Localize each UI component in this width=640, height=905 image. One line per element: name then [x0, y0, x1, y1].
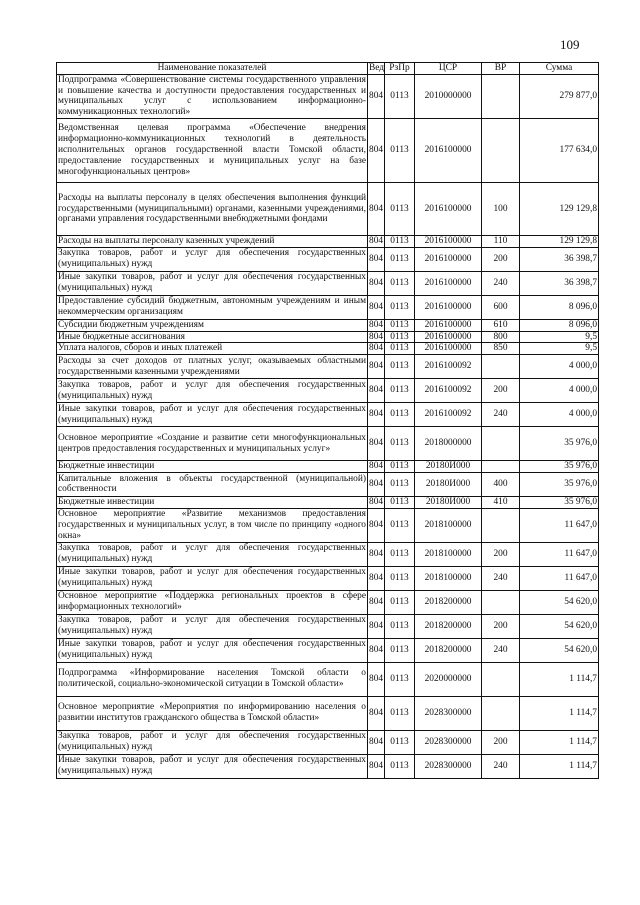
row-csr: 2018200000 — [415, 638, 482, 662]
row-sum: 4 000,0 — [520, 355, 599, 379]
row-ved: 804 — [368, 508, 385, 542]
row-vr: 100 — [482, 182, 520, 235]
row-vr — [482, 696, 520, 730]
row-ved: 804 — [368, 696, 385, 730]
row-vr: 240 — [482, 566, 520, 590]
row-rzpr: 0113 — [385, 319, 415, 331]
table-row — [57, 566, 599, 590]
row-vr: 800 — [482, 331, 520, 343]
table-row — [57, 730, 599, 754]
row-ved: 804 — [369, 235, 384, 246]
row-ved: 804 — [368, 662, 385, 696]
row-name: Предоставление субсидий бюджетным, автономным учреждениям и иным некоммерческим организациям — [58, 296, 366, 318]
row-ved: 804 — [368, 590, 385, 614]
row-csr: 2016100000 — [415, 319, 482, 331]
table-row — [57, 379, 599, 403]
row-vr — [482, 118, 520, 182]
row-name: Иные закупки товаров, работ и услуг для обеспечения государственных (муниципальных) нужд — [58, 639, 366, 661]
row-csr: 2016100000 — [415, 331, 482, 343]
row-vr: 410 — [482, 496, 520, 508]
row-sum: 8 096,0 — [520, 295, 599, 319]
row-sum: 1 114,7 — [520, 696, 599, 730]
row-vr — [482, 74, 520, 118]
row-ved: 804 — [368, 182, 385, 235]
row-ved: 804 — [368, 403, 385, 427]
row-sum: 177 634,0 — [520, 118, 599, 182]
row-sum: 9,5 — [520, 331, 599, 343]
row-name: Основное мероприятие «Создание и развитие сети многофункциональных центров предоставления государственных и муниципальных услуг» — [57, 427, 368, 461]
header-name: Наименование показателей — [57, 63, 368, 75]
row-sum: 54 620,0 — [520, 614, 599, 638]
table-row — [57, 696, 599, 730]
page-number: 109 — [560, 37, 580, 52]
row-sum: 36 398,7 — [520, 271, 599, 295]
table-row — [57, 235, 599, 247]
row-ved: 804 — [368, 355, 385, 379]
row-vr: 110 — [482, 235, 520, 247]
row-sum: 129 129,8 — [520, 182, 599, 235]
row-rzpr: 0113 — [385, 331, 415, 343]
row-sum: 279 877,0 — [520, 74, 599, 118]
row-vr: 400 — [482, 472, 520, 496]
row-csr: 2028300000 — [415, 696, 482, 730]
row-rzpr: 0113 — [385, 696, 415, 730]
row-ved: 804 — [368, 295, 385, 319]
row-rzpr: 0113 — [385, 754, 415, 778]
row-vr — [482, 662, 520, 696]
row-rzpr: 0113 — [385, 355, 415, 379]
row-name: Бюджетные инвестиции — [57, 496, 368, 508]
row-rzpr: 0113 — [385, 662, 415, 696]
table-row — [57, 343, 599, 355]
row-csr: 2016100000 — [415, 235, 482, 247]
row-csr: 2018100000 — [415, 566, 482, 590]
row-vr: 600 — [482, 295, 520, 319]
row-rzpr: 0113 — [385, 74, 415, 118]
row-name: Закупка товаров, работ и услуг для обеспечения государственных (муниципальных) нужд — [58, 248, 366, 270]
row-name: Иные закупки товаров, работ и услуг для обеспечения государственных (муниципальных) нужд — [58, 272, 366, 294]
row-csr: 2016100000 — [415, 271, 482, 295]
row-vr: 200 — [482, 542, 520, 566]
table-row — [57, 427, 599, 461]
row-rzpr: 0113 — [385, 730, 415, 754]
row-sum: 35 976,0 — [520, 427, 599, 461]
row-name: Иные бюджетные ассигнования — [57, 331, 368, 343]
row-ved: 804 — [369, 343, 384, 354]
table-row — [57, 590, 599, 614]
row-sum: 8 096,0 — [520, 319, 599, 331]
row-vr: 240 — [482, 754, 520, 778]
table-row — [57, 355, 599, 379]
table-row — [57, 542, 599, 566]
row-csr: 2016100092 — [415, 355, 482, 379]
table-row — [57, 472, 599, 496]
row-rzpr: 0113 — [385, 566, 415, 590]
row-name: Закупка товаров, работ и услуг для обеспечения государственных (муниципальных) нужд — [58, 731, 366, 753]
row-csr: 2016100092 — [415, 379, 482, 403]
table-row — [57, 271, 599, 295]
row-rzpr: 0113 — [385, 472, 415, 496]
row-vr: 200 — [482, 379, 520, 403]
row-vr: 200 — [482, 247, 520, 271]
table-row — [57, 331, 599, 343]
row-ved: 804 — [368, 542, 385, 566]
row-csr: 2018100000 — [415, 542, 482, 566]
row-sum: 36 398,7 — [520, 247, 599, 271]
row-vr — [482, 355, 520, 379]
row-sum: 54 620,0 — [520, 638, 599, 662]
row-csr: 2018000000 — [415, 427, 482, 461]
row-name: Закупка товаров, работ и услуг для обеспечения государственных (муниципальных) нужд — [58, 615, 366, 637]
header-ved: Вед — [369, 63, 385, 73]
row-ved: 804 — [368, 379, 385, 403]
row-vr: 200 — [482, 730, 520, 754]
row-name: Ведомственная целевая программа «Обеспечение внедрения информационно-коммуникационных технологий в деятельность исполнительных органов государственной власти Томской области, предоставление государственных и муниципальных услуг на базе многофункциональных центров» — [57, 118, 368, 182]
row-csr: 2028300000 — [415, 730, 482, 754]
row-vr — [482, 427, 520, 461]
row-name: Основное мероприятие «Развитие механизмов предоставления государственных и муниципальных услуг, в том числе по принципу «одного окна» — [58, 509, 366, 541]
row-csr: 20180И000 — [415, 496, 482, 508]
row-rzpr: 0113 — [385, 182, 415, 235]
row-vr: 240 — [482, 403, 520, 427]
row-rzpr: 0113 — [385, 379, 415, 403]
table-row — [57, 182, 599, 235]
table-row — [57, 638, 599, 662]
table-row — [57, 461, 599, 473]
row-ved: 804 — [368, 638, 385, 662]
row-csr: 2016100000 — [415, 343, 482, 355]
row-sum: 11 647,0 — [520, 566, 599, 590]
row-rzpr: 0113 — [385, 403, 415, 427]
row-sum: 35 976,0 — [520, 472, 599, 496]
row-name: Закупка товаров, работ и услуг для обеспечения государственных (муниципальных) нужд — [58, 379, 366, 401]
row-rzpr: 0113 — [385, 638, 415, 662]
row-csr: 2016100000 — [415, 247, 482, 271]
row-ved: 804 — [368, 566, 385, 590]
row-rzpr: 0113 — [385, 235, 415, 247]
header-sum: Сумма — [520, 63, 599, 75]
row-ved: 804 — [369, 319, 384, 330]
row-ved: 804 — [368, 427, 385, 461]
row-csr: 2016100000 — [415, 118, 482, 182]
row-rzpr: 0113 — [385, 496, 415, 508]
row-name: Бюджетные инвестиции — [57, 461, 368, 473]
row-name: Уплата налогов, сборов и иных платежей — [57, 343, 368, 355]
row-csr: 2018200000 — [415, 590, 482, 614]
row-sum: 9,5 — [520, 343, 599, 355]
row-name: Иные закупки товаров, работ и услуг для обеспечения государственных (муниципальных) нужд — [58, 755, 366, 777]
row-csr: 2018200000 — [415, 614, 482, 638]
row-name: Капитальные вложения в объекты государственной (муниципальной) собственности — [58, 473, 366, 495]
header-rzpr: РзПр — [385, 63, 415, 75]
header-csr: ЦСР — [415, 63, 482, 75]
row-name: Субсидии бюджетным учреждениям — [57, 319, 368, 331]
row-csr: 2016100092 — [415, 403, 482, 427]
row-rzpr: 0113 — [385, 271, 415, 295]
table-row — [57, 508, 599, 542]
row-vr: 200 — [482, 614, 520, 638]
table-header-row — [57, 63, 599, 75]
row-vr: 240 — [482, 271, 520, 295]
row-ved: 804 — [368, 472, 385, 496]
row-rzpr: 0113 — [385, 590, 415, 614]
row-name: Расходы на выплаты персоналу казенных учреждений — [57, 235, 368, 247]
row-name: Подпрограмма «Совершенствование системы государственного управления и повышение качества и доступности предоставления государственных и муниципальных услуг с использованием информационно-коммуникационных технологий» — [58, 74, 366, 118]
row-rzpr: 0113 — [385, 461, 415, 473]
row-ved: 804 — [369, 496, 384, 507]
row-rzpr: 0113 — [385, 614, 415, 638]
row-vr — [482, 508, 520, 542]
row-sum: 1 114,7 — [520, 754, 599, 778]
row-rzpr: 0113 — [385, 343, 415, 355]
row-name: Подпрограмма «Информирование населения Томской области о политической, социально-экономической ситуации в Томской области» — [57, 662, 368, 696]
row-csr: 2016100000 — [415, 295, 482, 319]
row-ved: 804 — [368, 74, 385, 118]
row-vr: 240 — [482, 638, 520, 662]
row-name: Закупка товаров, работ и услуг для обеспечения государственных (муниципальных) нужд — [58, 543, 366, 565]
row-vr — [482, 461, 520, 473]
row-name: Основное мероприятие «Мероприятия по информированию населения о развитии институтов гражданского общества в Томской области» — [57, 696, 368, 730]
table-row — [57, 118, 599, 182]
row-name: Иные закупки товаров, работ и услуг для обеспечения государственных (муниципальных) нужд — [58, 403, 366, 425]
row-ved: 804 — [368, 271, 385, 295]
row-sum: 129 129,8 — [520, 235, 599, 247]
row-ved: 804 — [368, 754, 385, 778]
row-sum: 54 620,0 — [520, 590, 599, 614]
row-rzpr: 0113 — [385, 247, 415, 271]
row-vr: 850 — [482, 343, 520, 355]
row-csr: 20180И000 — [415, 472, 482, 496]
row-rzpr: 0113 — [385, 542, 415, 566]
header-vr: ВР — [482, 63, 520, 75]
row-ved: 804 — [369, 331, 384, 342]
table-row — [57, 74, 599, 118]
row-name: Основное мероприятие «Поддержка региональных проектов в сфере информационных технологий» — [58, 591, 366, 613]
table-row — [57, 662, 599, 696]
row-ved: 804 — [368, 614, 385, 638]
table-row — [57, 295, 599, 319]
table-row — [57, 496, 599, 508]
table-row — [57, 614, 599, 638]
row-sum: 35 976,0 — [520, 496, 599, 508]
row-sum: 11 647,0 — [520, 508, 599, 542]
table-row — [57, 754, 599, 778]
row-csr: 2016100000 — [415, 182, 482, 235]
row-sum: 4 000,0 — [520, 379, 599, 403]
row-ved: 804 — [368, 247, 385, 271]
row-csr: 20180И000 — [415, 461, 482, 473]
row-sum: 11 647,0 — [520, 542, 599, 566]
row-vr — [482, 590, 520, 614]
table-row — [57, 403, 599, 427]
table-row — [57, 319, 599, 331]
row-csr: 2028300000 — [415, 754, 482, 778]
row-rzpr: 0113 — [385, 118, 415, 182]
row-csr: 2018100000 — [415, 508, 482, 542]
row-name: Иные закупки товаров, работ и услуг для обеспечения государственных (муниципальных) нужд — [58, 567, 366, 589]
row-sum: 4 000,0 — [520, 403, 599, 427]
row-vr: 610 — [482, 319, 520, 331]
row-ved: 804 — [368, 730, 385, 754]
row-name: Расходы за счет доходов от платных услуг, оказываемых областными государственными казенными учреждениями — [58, 355, 366, 377]
row-rzpr: 0113 — [385, 295, 415, 319]
row-sum: 1 114,7 — [520, 730, 599, 754]
row-csr: 2010000000 — [415, 74, 482, 118]
row-sum: 1 114,7 — [520, 662, 599, 696]
row-csr: 2020000000 — [415, 662, 482, 696]
row-name: Расходы на выплаты персоналу в целях обеспечения выполнения функций государственными (муниципальными) органами, казенными учреждениями, органами управления государственными внебюджетными фондами — [57, 182, 368, 235]
budget-table — [56, 62, 599, 779]
row-ved: 804 — [369, 461, 384, 472]
table-row — [57, 247, 599, 271]
row-sum: 35 976,0 — [520, 461, 599, 473]
row-ved: 804 — [368, 118, 385, 182]
row-rzpr: 0113 — [385, 427, 415, 461]
row-rzpr: 0113 — [385, 508, 415, 542]
